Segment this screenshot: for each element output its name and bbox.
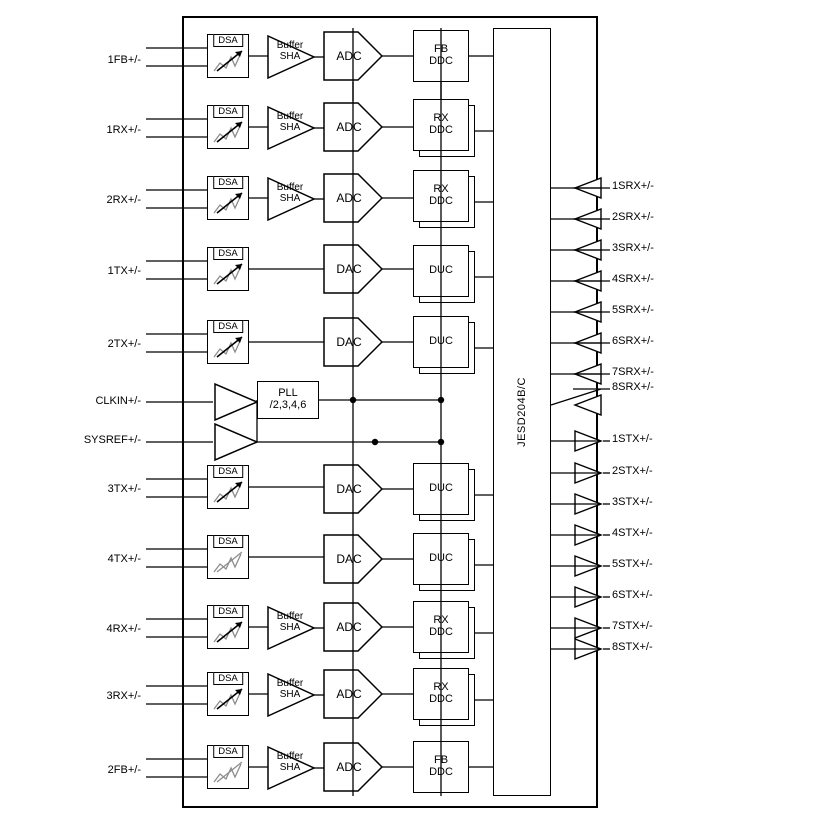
pin-label-1rx: 1RX+/-	[106, 124, 141, 136]
ddc-line-2: DDC	[429, 124, 453, 136]
sha-label: SHA	[279, 193, 301, 204]
pin-label-2rx: 2RX+/-	[106, 194, 141, 206]
svg-text:ADC: ADC	[336, 120, 362, 134]
buffer-label: Buffer	[276, 678, 304, 689]
jesd204-label: JESD204B/C	[516, 377, 528, 447]
svg-text:DAC: DAC	[336, 335, 362, 349]
pin-label-sysref: SYSREF+/-	[83, 434, 141, 446]
dsa-label: DSA	[213, 745, 243, 758]
sha-label: SHA	[279, 51, 301, 62]
buffer-label: Buffer	[276, 111, 304, 122]
srx-lane-label-5: 5SRX+/-	[612, 304, 654, 316]
srx-lane-label-2: 2SRX+/-	[612, 211, 654, 223]
duc-label: DUC	[429, 552, 453, 565]
dsa-label: DSA	[213, 465, 243, 478]
stx-lane-label-8: 8STX+/-	[612, 641, 653, 653]
ddc-line-1: FB	[433, 754, 449, 767]
ddc-line-2: DDC	[429, 766, 453, 778]
pin-label-2fb: 2FB+/-	[107, 764, 141, 776]
svg-text:DAC: DAC	[336, 552, 362, 566]
duc-label: DUC	[429, 264, 453, 277]
dsa-label: DSA	[213, 34, 243, 47]
pll-label-1: PLL	[278, 387, 298, 400]
pin-label-2tx: 2TX+/-	[107, 338, 141, 350]
srx-lane-label-4: 4SRX+/-	[612, 273, 654, 285]
stx-lane-label-7: 7STX+/-	[612, 620, 653, 632]
dsa-label: DSA	[213, 535, 243, 548]
dsa-label: DSA	[213, 605, 243, 618]
ddc-line-2: DDC	[429, 626, 453, 638]
pin-label-1fb: 1FB+/-	[107, 54, 141, 66]
svg-text:DAC: DAC	[336, 482, 362, 496]
stx-lane-label-1: 1STX+/-	[612, 433, 653, 445]
srx-lane-label-3: 3SRX+/-	[612, 242, 654, 254]
dsa-label: DSA	[213, 176, 243, 189]
ddc-line-1: RX	[433, 681, 449, 694]
buffer-label: Buffer	[276, 182, 304, 193]
dsa-label: DSA	[213, 320, 243, 333]
duc-label: DUC	[429, 482, 453, 495]
ddc-line-2: DDC	[429, 55, 453, 67]
pin-label-3tx: 3TX+/-	[107, 483, 141, 495]
stx-lane-label-2: 2STX+/-	[612, 465, 653, 477]
dsa-label: DSA	[213, 672, 243, 685]
pin-label-3rx: 3RX+/-	[106, 690, 141, 702]
sha-label: SHA	[279, 122, 301, 133]
svg-text:DAC: DAC	[336, 262, 362, 276]
pin-label-4rx: 4RX+/-	[106, 623, 141, 635]
ddc-line-1: FB	[433, 43, 449, 56]
svg-text:ADC: ADC	[336, 49, 362, 63]
ddc-line-1: RX	[433, 183, 449, 196]
dsa-label: DSA	[213, 105, 243, 118]
sha-label: SHA	[279, 622, 301, 633]
ddc-line-1: RX	[433, 112, 449, 125]
srx-lane-label-6: 6SRX+/-	[612, 335, 654, 347]
stx-lane-label-5: 5STX+/-	[612, 558, 653, 570]
svg-text:ADC: ADC	[336, 687, 362, 701]
pin-label-4tx: 4TX+/-	[107, 553, 141, 565]
srx-lane-label-1: 1SRX+/-	[612, 180, 654, 192]
svg-text:ADC: ADC	[336, 191, 362, 205]
dsa-label: DSA	[213, 247, 243, 260]
buffer-label: Buffer	[276, 611, 304, 622]
srx-lane-label-8: 8SRX+/-	[612, 381, 654, 393]
sha-label: SHA	[279, 689, 301, 700]
buffer-label: Buffer	[276, 751, 304, 762]
duc-label: DUC	[429, 335, 453, 348]
stx-lane-label-3: 3STX+/-	[612, 496, 653, 508]
pin-label-1tx: 1TX+/-	[107, 265, 141, 277]
srx-lane-label-7: 7SRX+/-	[612, 366, 654, 378]
sha-label: SHA	[279, 762, 301, 773]
svg-text:ADC: ADC	[336, 620, 362, 634]
stx-lane-label-4: 4STX+/-	[612, 527, 653, 539]
pin-label-clkin: CLKIN+/-	[95, 395, 141, 407]
stx-lane-label-6: 6STX+/-	[612, 589, 653, 601]
ddc-line-2: DDC	[429, 693, 453, 705]
buffer-label: Buffer	[276, 40, 304, 51]
ddc-line-2: DDC	[429, 195, 453, 207]
svg-text:ADC: ADC	[336, 760, 362, 774]
pll-label-2: /2,3,4,6	[269, 399, 307, 411]
ddc-line-1: RX	[433, 614, 449, 627]
